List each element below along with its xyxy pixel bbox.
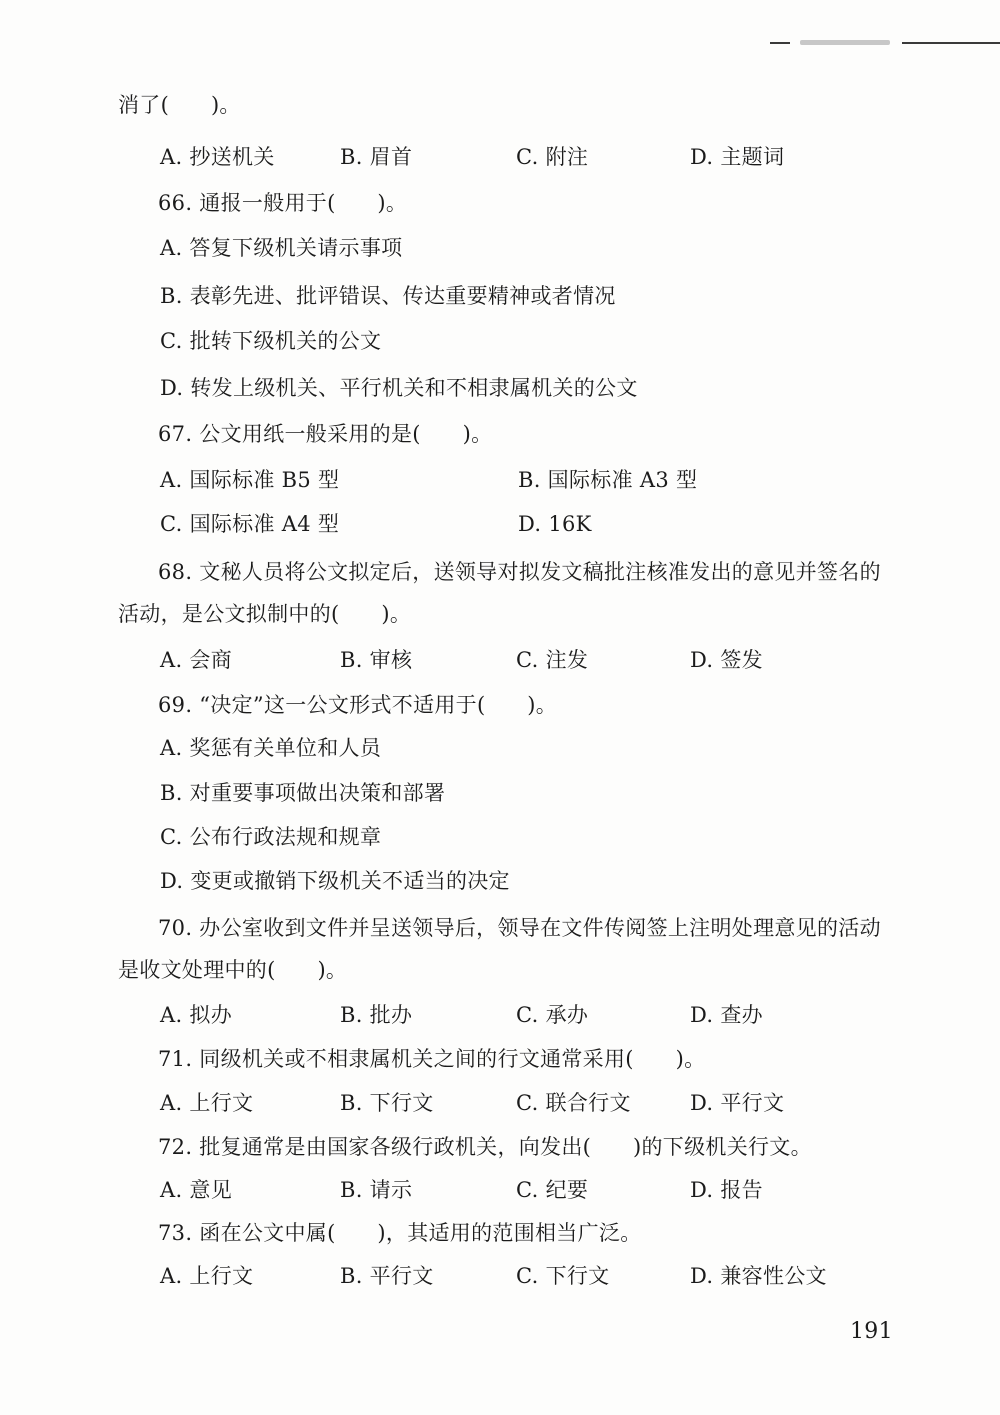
- question-66-option-d: D. 转发上级机关、平行机关和不相隶属机关的公文: [160, 376, 638, 400]
- option-b: B. 批办: [340, 1003, 413, 1027]
- option-d: D. 兼容性公文: [690, 1264, 827, 1288]
- option-a: A. 会商: [160, 648, 233, 672]
- question-67-options-row-1: [0, 467, 1000, 493]
- option-c: C. 注发: [516, 648, 589, 672]
- page-number: 191: [850, 1319, 893, 1344]
- option-c: C. 纪要: [516, 1178, 589, 1202]
- header-smudge: [800, 40, 890, 45]
- question-69-option-d: D. 变更或撤销下级机关不适当的决定: [160, 869, 510, 893]
- question-66-option-b: B. 表彰先进、批评错误、传达重要精神或者情况: [160, 284, 616, 308]
- question-71-options: [0, 1090, 1000, 1116]
- option-b: B. 请示: [340, 1178, 413, 1202]
- question-69-option-c: C. 公布行政法规和规章: [160, 825, 382, 849]
- option-d: D. 平行文: [690, 1091, 785, 1115]
- option-b: B. 国际标准 A3 型: [518, 468, 698, 492]
- question-70-stem: 70. 办公室收到文件并呈送领导后，领导在文件传阅签上注明处理意见的活动: [158, 916, 881, 940]
- option-d: D. 查办: [690, 1003, 763, 1027]
- option-c: C. 承办: [516, 1003, 589, 1027]
- question-68-options: [0, 647, 1000, 673]
- question-66-option-a: A. 答复下级机关请示事项: [160, 236, 403, 260]
- header-rule: [770, 42, 790, 44]
- option-c: C. 国际标准 A4 型: [160, 512, 340, 536]
- option-d: D. 报告: [690, 1178, 763, 1202]
- header-rule: [902, 42, 1000, 44]
- question-72-options: [0, 1177, 1000, 1203]
- question-69-option-a: A. 奖惩有关单位和人员: [160, 736, 382, 760]
- option-a: A. 国际标准 B5 型: [160, 468, 340, 492]
- option-c: C. 附注: [516, 145, 589, 169]
- option-b: B. 眉首: [340, 145, 413, 169]
- option-a: A. 上行文: [160, 1264, 254, 1288]
- question-67-stem: 67. 公文用纸一般采用的是( )。: [158, 422, 493, 446]
- question-66-option-c: C. 批转下级机关的公文: [160, 329, 382, 353]
- question-66-stem: 66. 通报一般用于( )。: [158, 191, 408, 215]
- question-65-stem-tail: 消了( )。: [118, 93, 241, 117]
- option-c: C. 联合行文: [516, 1091, 631, 1115]
- question-73-stem: 73. 函在公文中属( )，其适用的范围相当广泛。: [158, 1221, 642, 1245]
- option-b: B. 平行文: [340, 1264, 434, 1288]
- option-a: A. 拟办: [160, 1003, 233, 1027]
- option-b: B. 下行文: [340, 1091, 434, 1115]
- question-69-stem: 69. “决定”这一公文形式不适用于( )。: [158, 693, 558, 717]
- option-b: B. 审核: [340, 648, 413, 672]
- option-d: D. 签发: [690, 648, 763, 672]
- option-a: A. 意见: [160, 1178, 233, 1202]
- question-72-stem: 72. 批复通常是由国家各级行政机关，向发出( )的下级机关行文。: [158, 1135, 812, 1159]
- question-65-options: [0, 144, 1000, 170]
- question-73-options: [0, 1263, 1000, 1289]
- question-71-stem: 71. 同级机关或不相隶属机关之间的行文通常采用( )。: [158, 1047, 706, 1071]
- option-a: A. 抄送机关: [160, 145, 275, 169]
- question-67-options-row-2: [0, 511, 1000, 537]
- question-70-options: [0, 1002, 1000, 1028]
- question-68-stem-continued: 活动，是公文拟制中的( )。: [118, 602, 412, 626]
- question-68-stem: 68. 文秘人员将公文拟定后，送领导对拟发文稿批注核准发出的意见并签名的: [158, 560, 881, 584]
- question-70-stem-continued: 是收文处理中的( )。: [118, 958, 348, 982]
- option-d: D. 16K: [518, 512, 592, 536]
- question-69-option-b: B. 对重要事项做出决策和部署: [160, 781, 446, 805]
- option-c: C. 下行文: [516, 1264, 610, 1288]
- option-d: D. 主题词: [690, 145, 785, 169]
- option-a: A. 上行文: [160, 1091, 254, 1115]
